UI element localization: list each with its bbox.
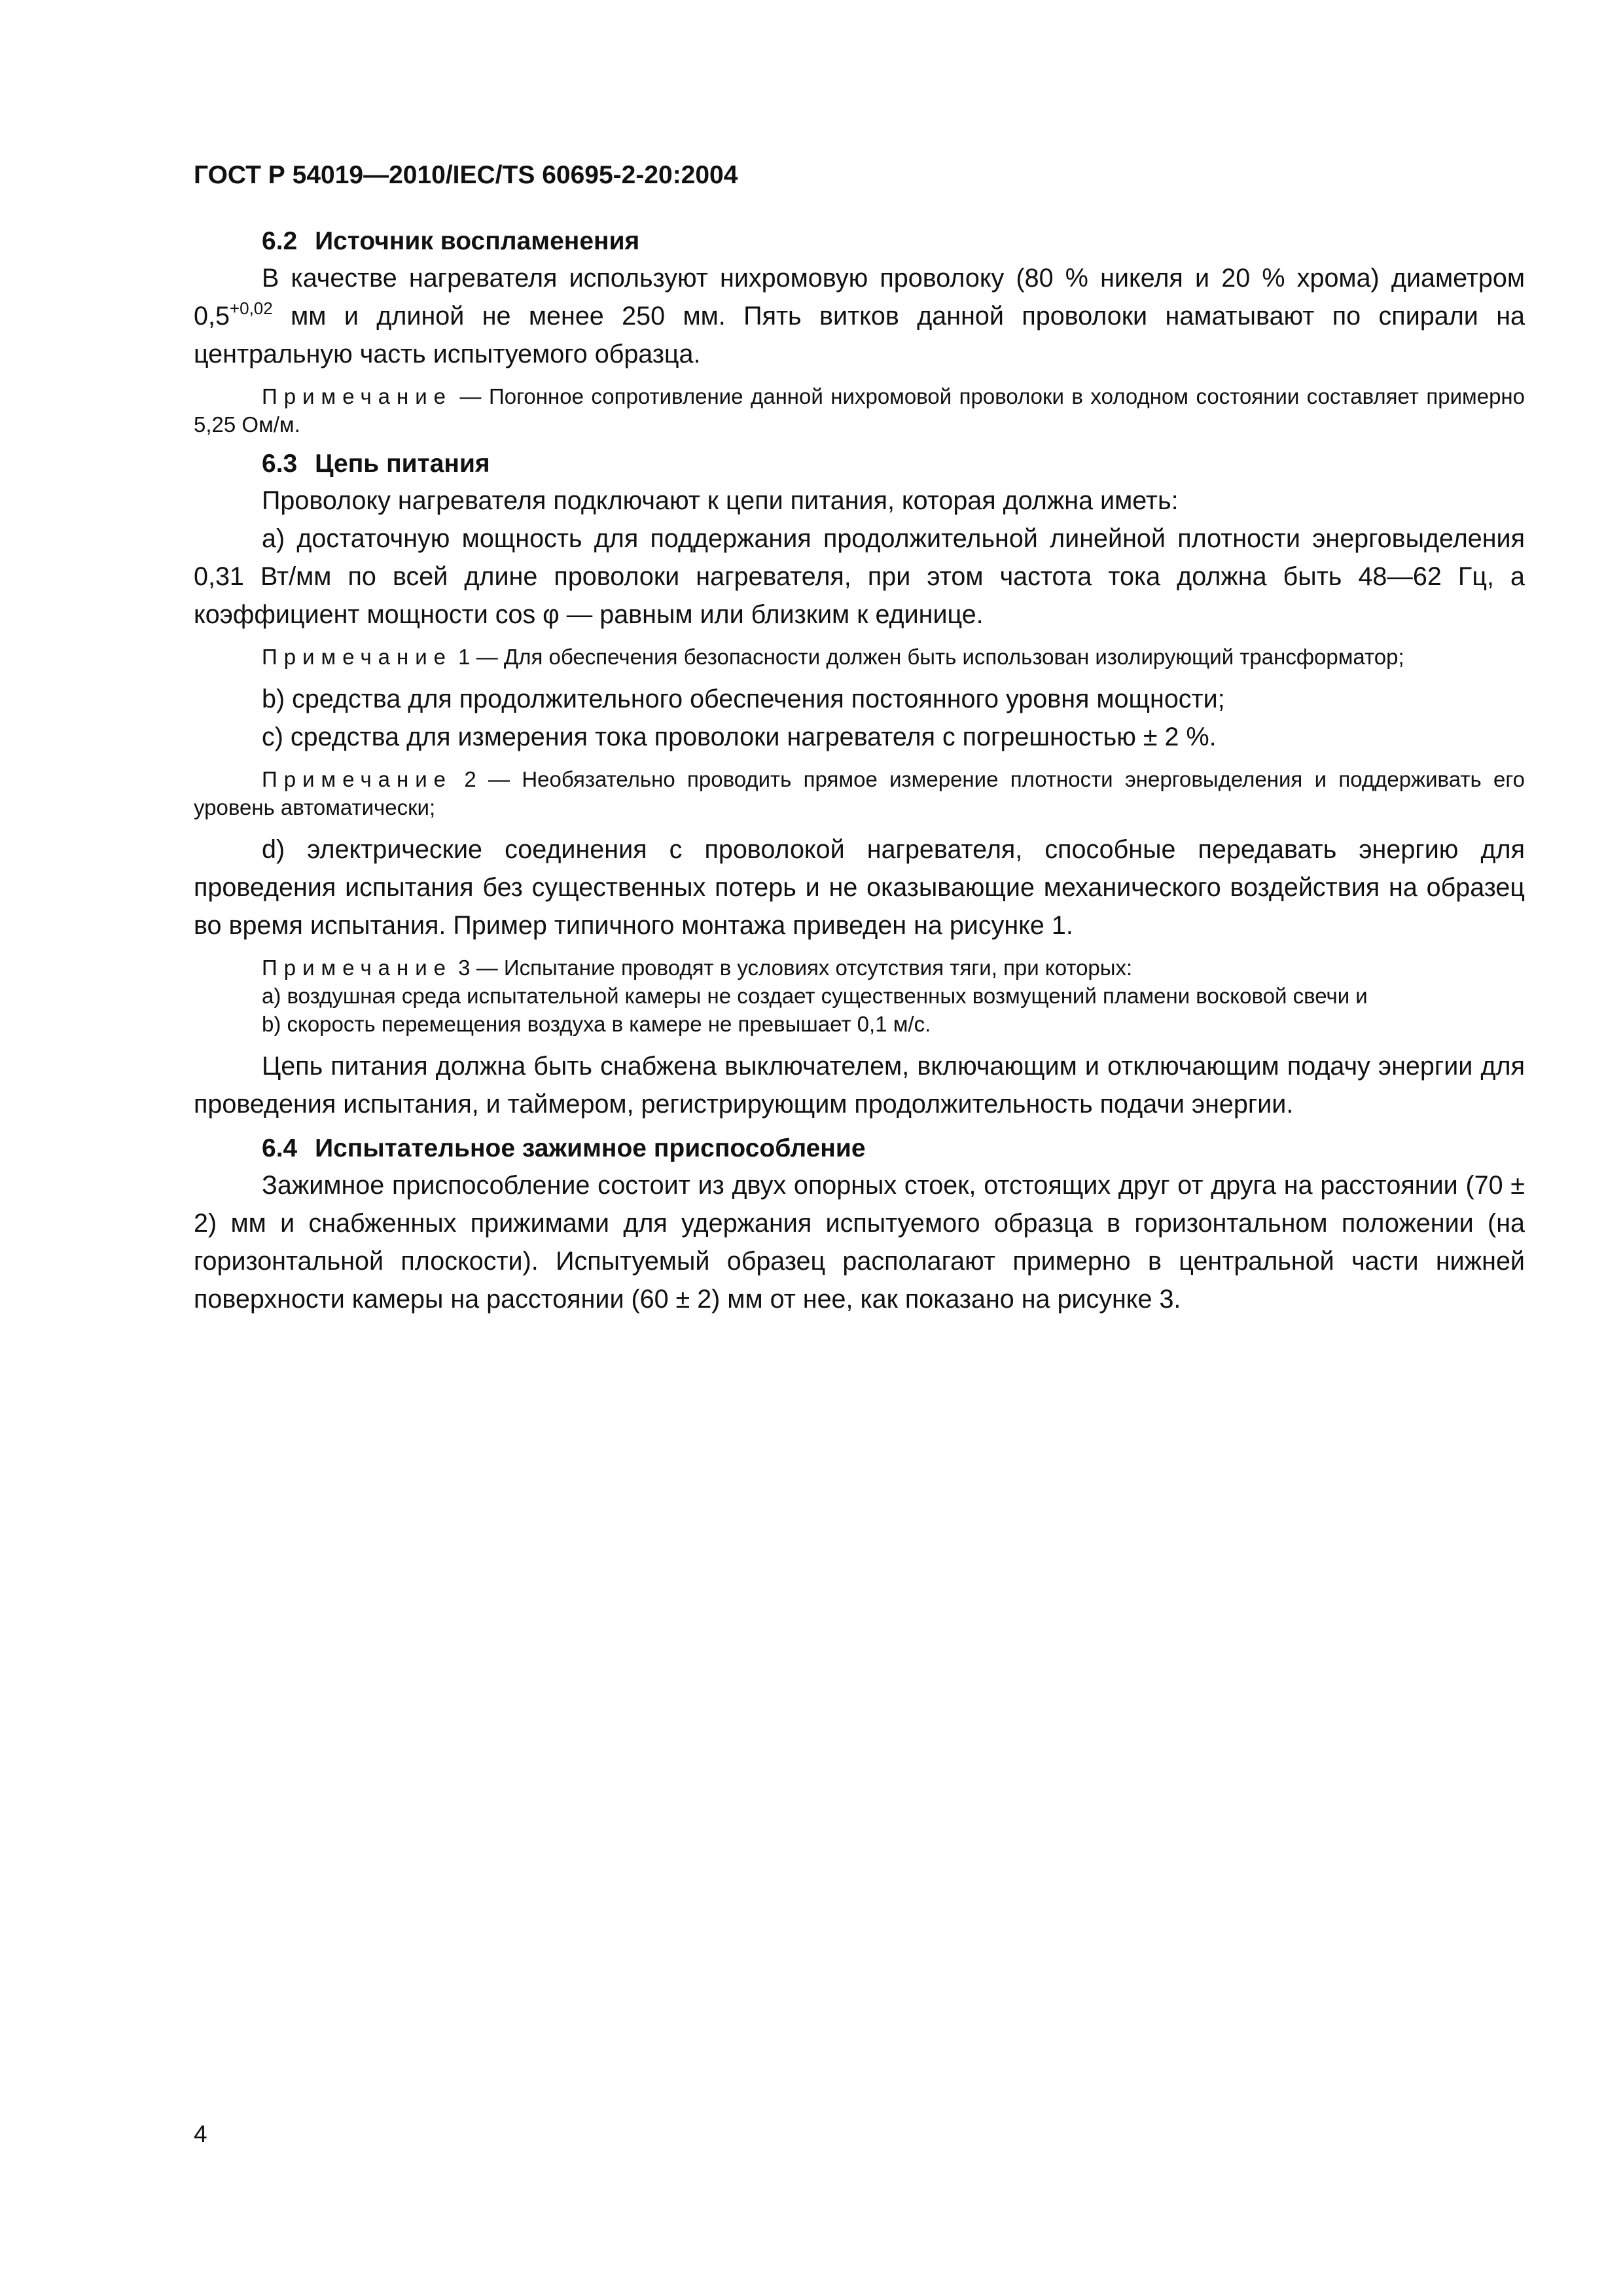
note-resistance [194, 382, 1525, 439]
paragraph-text: В качестве нагревателя используют нихромовую проволоку (80 % никеля и 20 % хрома) диаметром 0,5 [194, 264, 1525, 331]
section-number: 6.3 [262, 450, 298, 478]
note-text: 2 — Необязательно проводить прямое измерение плотности энерговыделения и поддерживать его уровень автоматически; [194, 767, 1525, 819]
section-heading-6-3 [194, 448, 1525, 480]
section-title: Цепь питания [315, 450, 490, 478]
document-header: ГОСТ Р 54019—2010/IEC/TS 60695-2-20:2004 [194, 161, 738, 189]
note-text: — Погонное сопротивление данной нихромовой проволоки в холодном состоянии составляет примерно 5,25 Ом/м. [194, 384, 1525, 437]
page-number: 4 [194, 2121, 207, 2147]
paragraph-heater-wire [194, 259, 1525, 373]
section-number: 6.4 [262, 1134, 298, 1162]
list-item-d: d) электрические соединения с проволокой нагревателя, способные передавать энергию для проведения испытания без существенных потерь и не оказывающие механического воздействия на образец во время испытания. Пример типичного монтажа приведен на рисунке 1. [194, 835, 1525, 940]
document-page [194, 160, 1525, 1318]
note-3-item-b: b) скорость перемещения воздуха в камере не превышает 0,1 м/с. [262, 1012, 931, 1036]
list-item-b: b) средства для продолжительного обеспечения постоянного уровня мощности; [262, 685, 1225, 713]
note-text: 1 — Для обеспечения безопасности должен быть использован изолирующий трансформатор; [452, 645, 1404, 669]
tolerance-superscript: +0,02 [229, 298, 273, 318]
paragraph-closing: Цепь питания должна быть снабжена выключателем, включающим и отключающим подачу энергии для проведения испытания, и таймером, регистрирующим продолжительность подачи энергии. [194, 1052, 1525, 1119]
note-label: Примечание [262, 645, 453, 669]
note-3-item-a: a) воздушная среда испытательной камеры не создает существенных возмущений пламени восковой свечи и [262, 984, 1368, 1008]
section-heading-6-2 [194, 225, 1525, 258]
note-2 [194, 765, 1525, 821]
note-1 [194, 643, 1525, 671]
note-text: 3 — Испытание проводят в условиях отсутствия тяги, при которых: [452, 956, 1133, 980]
paragraph-intro: Проволоку нагревателя подключают к цепи питания, которая должна иметь: [262, 486, 1179, 515]
section-title: Испытательное зажимное приспособление [315, 1134, 866, 1162]
paragraph-clamping-fixture: Зажимное приспособление состоит из двух опорных стоек, отстоящих друг от друга на расстоянии (70 ± 2) мм и снабженных прижимами для удержания испытуемого образца в горизонтальном положении (на горизонтальной плоскости). Испытуемый образец располагают примерно в центральной части нижней поверхности камеры на расстоянии (60 ± 2) мм от нее, как показано на рисунке 3. [194, 1171, 1525, 1314]
list-item-a: a) достаточную мощность для поддержания продолжительной линейной плотности энерговыделения 0,31 Вт/мм по всей длине проволоки нагревателя, при этом частота тока должна быть 48—62 Гц, а коэффициент мощности cos φ — равным или близким к единице. [194, 524, 1525, 629]
note-3-intro [194, 954, 1525, 982]
note-label: Примечание [262, 956, 453, 980]
note-label: Примечание [262, 767, 453, 791]
section-title: Источник воспламенения [315, 227, 640, 255]
note-label: Примечание [262, 384, 453, 408]
section-heading-6-4 [194, 1132, 1525, 1165]
section-number: 6.2 [262, 227, 298, 255]
paragraph-text: мм и длиной не менее 250 мм. Пять витков данной проволоки наматывают по спирали на центральную часть испытуемого образца. [194, 302, 1525, 368]
list-item-c: c) средства для измерения тока проволоки нагревателя с погрешностью ± 2 %. [262, 723, 1217, 751]
note-3 [194, 954, 1525, 1038]
